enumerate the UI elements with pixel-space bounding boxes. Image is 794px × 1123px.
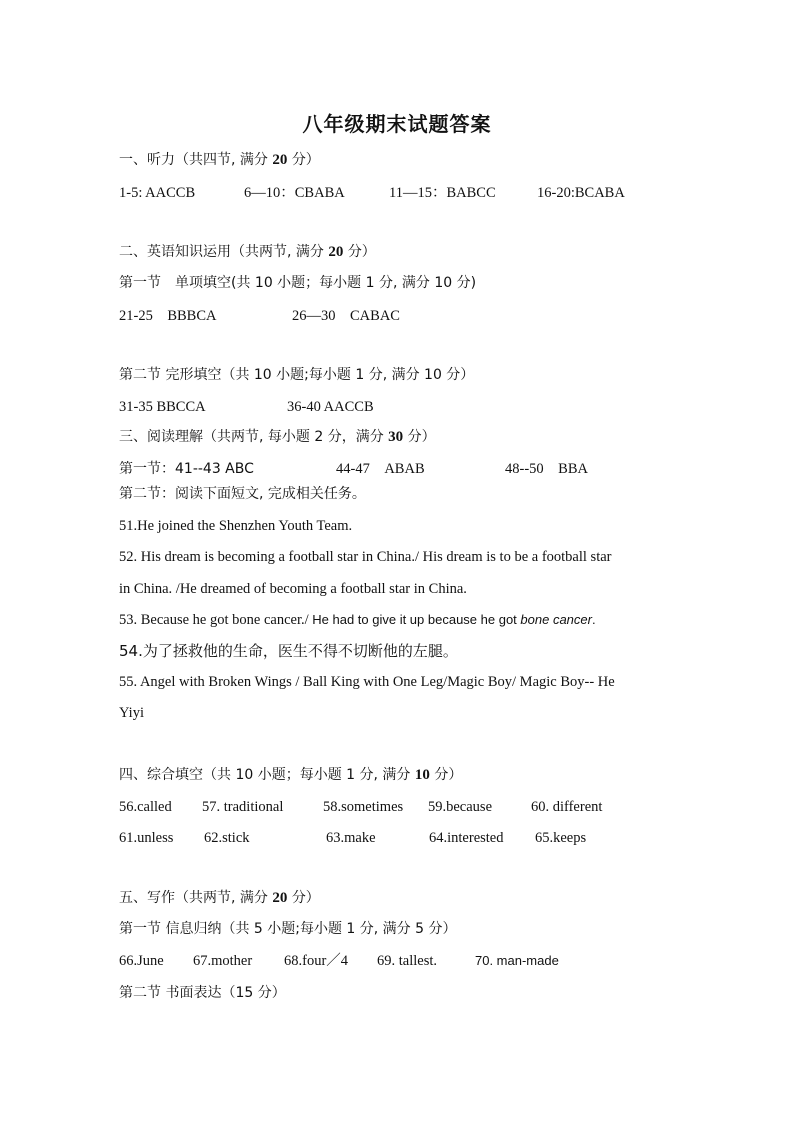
section-5-heading-close: 分） [291, 890, 320, 906]
section-1-heading-text: 一、听力（共四节, 满分 [119, 152, 268, 168]
section-3-heading [119, 427, 436, 447]
answer-1-5: 1-5: AACCB [119, 185, 196, 201]
answer-68: 68.four／4 [284, 953, 349, 969]
answer-53-alt-italic: bone cancer [520, 612, 592, 627]
answer-53-main: 53. Because he got bone cancer./ [119, 612, 309, 628]
answer-48-50: 48--50 BBA [505, 461, 588, 477]
section-3-score: 30 [388, 429, 404, 445]
answer-51: 51.He joined the Shenzhen Youth Team. [119, 518, 353, 534]
answer-11-15: 11—15：BABCC [389, 185, 496, 201]
section-4-heading-text: 四、综合填空（共 10 小题；每小题 1 分, 满分 [119, 767, 411, 783]
section-2-score: 20 [328, 244, 344, 260]
section-1-score: 20 [272, 152, 288, 168]
page-title: 八年级期末试题答案 [302, 112, 492, 136]
answer-53-alt: He had to give it up because he got [308, 612, 521, 627]
answer-63: 63.make [326, 830, 376, 846]
answer-62: 62.stick [204, 830, 250, 846]
answer-58: 58.sometimes [323, 799, 404, 815]
section-4-heading [119, 765, 462, 785]
answer-6-10: 6—10：CBABA [244, 185, 345, 201]
section-5-heading [119, 888, 320, 908]
answer-55-line-1: 55. Angel with Broken Wings / Ball King with One Leg/Magic Boy/ Magic Boy-- He [119, 674, 615, 690]
section-2-part-2-heading: 第二节 完形填空（共 10 小题;每小题 1 分, 满分 10 分） [119, 367, 475, 383]
section-5-part-1-heading: 第一节 信息归纳（共 5 小题;每小题 1 分, 满分 5 分） [119, 921, 457, 937]
section-4-score: 10 [414, 767, 430, 783]
section-2-heading-close: 分） [347, 244, 376, 260]
answer-31-35: 31-35 BBCCA [119, 399, 206, 415]
answer-26-30: 26—30 CABAC [292, 308, 400, 324]
answer-16-20: 16-20:BCABA [537, 185, 625, 201]
answer-21-25: 21-25 BBBCA [119, 308, 217, 324]
answer-70: 70. man-made [475, 953, 559, 968]
answer-61: 61.unless [119, 830, 174, 846]
answer-55-line-2: Yiyi [119, 705, 144, 721]
answer-44-47: 44-47 ABAB [336, 461, 425, 477]
section-2-heading-text: 二、英语知识运用（共两节, 满分 [119, 244, 324, 260]
answer-67: 67.mother [193, 953, 253, 969]
section-5-heading-text: 五、写作（共两节, 满分 [119, 890, 268, 906]
section-3-part-2-heading: 第二节：阅读下面短文, 完成相关任务。 [119, 486, 366, 502]
section-1-heading-close: 分） [291, 152, 320, 168]
answer-53 [119, 610, 596, 630]
answer-56: 56.called [119, 799, 172, 815]
answer-36-40: 36-40 AACCB [287, 399, 374, 415]
answer-53-end: . [591, 612, 596, 627]
answer-64: 64.interested [429, 830, 504, 846]
section-2-part-1-heading: 第一节 单项填空(共 10 小题；每小题 1 分, 满分 10 分) [119, 275, 477, 291]
section-5-part-2-heading: 第二节 书面表达（15 分） [119, 985, 286, 1001]
answer-57: 57. traditional [202, 799, 284, 815]
answer-54: 54.为了拯救他的生命，医生不得不切断他的左腿。 [119, 642, 458, 660]
section-4-heading-close: 分） [434, 767, 463, 783]
answer-52-line-1: 52. His dream is becoming a football star in China./ His dream is to be a football star [119, 549, 612, 565]
answer-66: 66.June [119, 953, 164, 969]
section-3-heading-close: 分） [407, 429, 436, 445]
answer-65: 65.keeps [535, 830, 587, 846]
section-2-heading [119, 242, 376, 262]
answer-60: 60. different [531, 799, 603, 815]
answer-41-43: 第一节：41--43 ABC [119, 461, 254, 477]
answer-69: 69. tallest. [377, 953, 438, 969]
section-5-score: 20 [272, 890, 288, 906]
section-3-heading-text: 三、阅读理解（共两节, 每小题 2 分，满分 [119, 429, 384, 445]
answer-52-line-2: in China. /He dreamed of becoming a football star in China. [119, 581, 467, 597]
answer-59: 59.because [428, 799, 493, 815]
section-1-heading [119, 150, 320, 170]
